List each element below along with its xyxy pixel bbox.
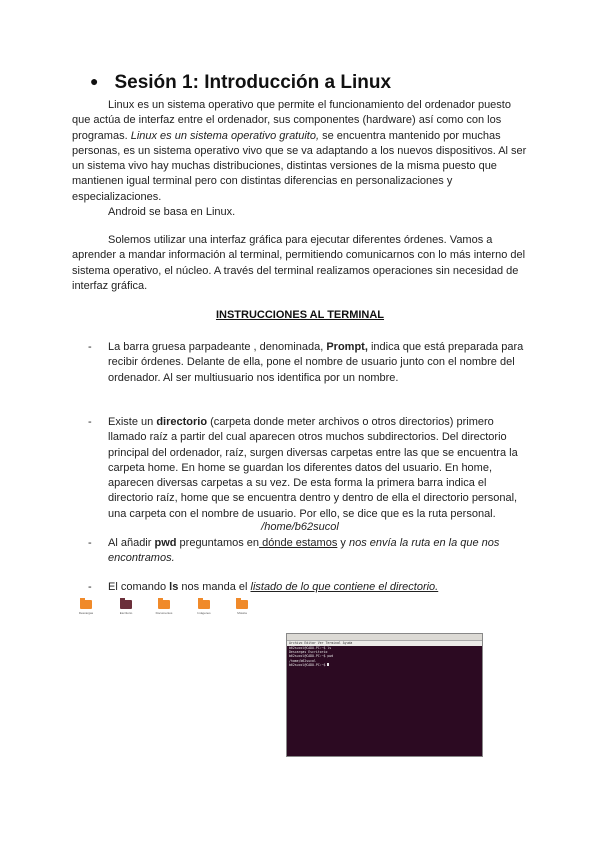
dash-bullet: - — [88, 341, 92, 353]
terminal-line: b62sucol@CADO-PC:~$ ls — [289, 646, 332, 650]
dash-bullet: - — [88, 581, 92, 593]
session-title-text: Sesión 1: Introducción a Linux — [114, 72, 392, 93]
terminal-line: b62sucol@CADO-PC:~$ pwd — [289, 654, 334, 659]
folder-icon: Música — [230, 598, 254, 622]
android-line: Android se basa en Linux. — [108, 206, 236, 219]
session-title — [90, 72, 391, 94]
list-item-directory: - Existe un directorio (carpeta donde meter archivos o otros directorios) primero llamado raíz a partir del cual aparecen otros muchos subdirectorios. Del directorio principal del ordenador, raíz, surgen diversas carpetas entre las que se encuentra la carpeta home. En home se guardan los diferentes datos del usuario. En home, aparecen diversas carpetas a su vez. De esta forma la primera barra indica el directorio raíz, home que se encuentra dentro y dentro de ella el directorio personal, una carpeta con el nombre de usuario. Por ello, se dice que es la ruta personal. — [88, 416, 518, 520]
dash-bullet: - — [88, 537, 92, 549]
dash-bullet: - — [88, 416, 92, 428]
terminal-line: Descargas Escritorio — [289, 650, 328, 655]
folder-icon: Escritorio — [114, 598, 138, 622]
terminal-paragraph: Solemos utilizar una interfaz gráfica para ejecutar diferentes órdenes. Vamos a aprender a mandar información al terminal, permitiendo comunicarnos con lo más interno del sistema operativo, el núcleo. A través del terminal realizamos operaciones sin necesidad de interfaz gráfica. — [72, 234, 526, 292]
terminal-line: /home/b62sucol — [289, 658, 316, 663]
emphasis-linux-free: Linux es un sistema operativo gratuito, — [130, 129, 320, 142]
list-item-prompt: - La barra gruesa parpadeante , denominada, Prompt, indica que está preparada para recibir órdenes. Delante de ella, pone el nombre de usuario junto con el nombre del ordenador. Al ser multiusuario nos identifica por un nombre. — [88, 341, 524, 384]
home-path: /home/b62sucol — [261, 521, 339, 533]
terminal-menubar: Archivo Editar Ver Terminal Ayuda — [287, 641, 482, 646]
intro-paragraph: Linux es un sistema operativo que permite el funcionamiento del ordenador puesto que actúa de interfaz entre el ordenador, sus componentes (hardware) así como con los programas. Linux es un sistema operativo gratuito, se encuentra mantenido por muchas personas, es un sistema operativo vivo que se va adaptando a los nuevos dispositivos. Al ser un sistema vivo hay muchas distribuciones, distintas versiones de la misma puesto que mantienen igual terminal pero con distintas diferencias en personalizaciones y especializaciones. Android se basa en Linux. — [72, 98, 530, 220]
section-heading: INSTRUCCIONES AL TERMINAL — [215, 309, 385, 321]
terminal-screenshot — [286, 633, 483, 757]
prompt-cursor — [327, 663, 329, 666]
folder-icon: Documentos — [152, 598, 176, 622]
terminal-titlebar — [287, 634, 482, 641]
terminal-prompt-line: b62sucol@CADO-PC:~$ — [289, 662, 328, 667]
folder-icons-row — [74, 598, 264, 622]
bullet-icon: ● — [90, 73, 99, 89]
folder-icon: Descargas — [74, 598, 98, 622]
folder-icon: Imágenes — [192, 598, 216, 622]
list-item-ls: - El comando ls nos manda el listado de lo que contiene el directorio. — [88, 580, 528, 595]
list-item-pwd: - Al añadir pwd preguntamos en dónde estamos y nos envía la ruta en la que nos encontramos. — [88, 537, 500, 565]
